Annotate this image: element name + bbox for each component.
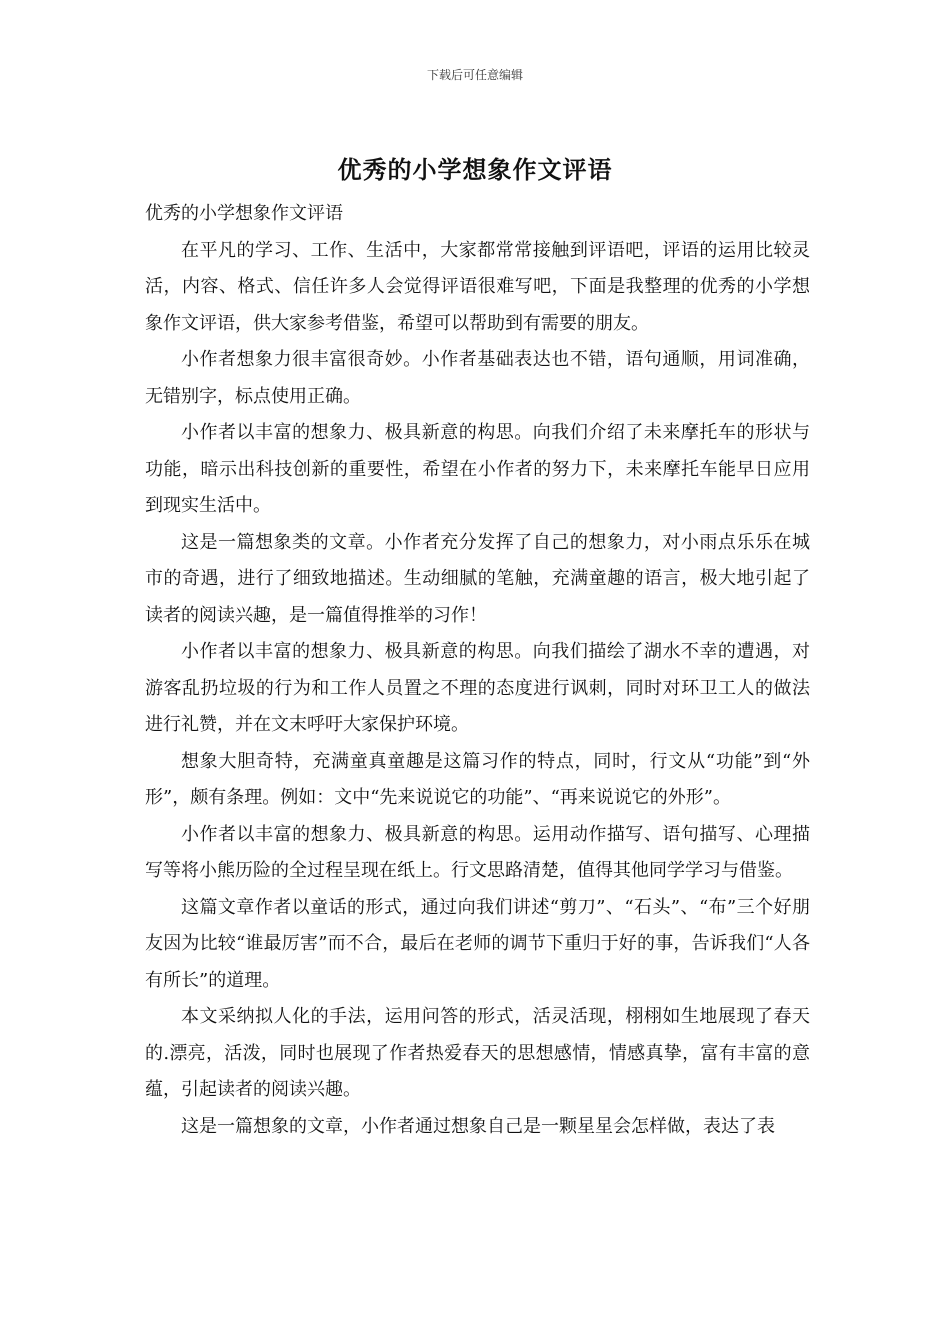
paragraph-comment: 小作者以丰富的想象力、极具新意的构思。向我们介绍了未来摩托车的形状与功能，暗示出科技创新的重要性，希望在小作者的努力下，未来摩托车能早日应用到现实生活中。 xyxy=(145,422,810,516)
paragraph-comment: 这篇文章作者以童话的形式，通过向我们讲述“剪刀”、“石头”、“布”三个好朋友因为比较“谁最厉害”而不合，最后在老师的调节下重归于好的事，告诉我们“人各有所长”的道理。 xyxy=(145,896,810,991)
paragraph-comment: 想象大胆奇特，充满童真童趣是这篇习作的特点，同时，行文从“功能”到“外形”，颇有条理。例如：文中“先来说说它的功能”、“再来说说它的外形”。 xyxy=(145,750,810,808)
document-body xyxy=(145,196,810,1145)
paragraph-comment: 这是一篇想象的文章，小作者通过想象自己是一颗星星会怎样做，表达了表 xyxy=(181,1115,775,1137)
paragraph-comment: 小作者以丰富的想象力、极具新意的构思。向我们描绘了湖水不幸的遭遇，对游客乱扔垃圾的行为和工作人员置之不理的态度进行讽刺，同时对环卫工人的做法进行礼赞，并在文末呼吁大家保护环境。 xyxy=(145,641,810,735)
paragraph-comment: 小作者想象力很丰富很奇妙。小作者基础表达也不错，语句通顺，用词准确，无错别字，标点使用正确。 xyxy=(145,349,810,407)
document-title: 优秀的小学想象作文评语 xyxy=(337,155,613,184)
paragraph-comment: 这是一篇想象类的文章。小作者充分发挥了自己的想象力，对小雨点乐乐在城市的奇遇，进行了细致地描述。生动细腻的笔触，充满童趣的语言，极大地引起了读者的阅读兴趣，是一篇值得推举的习作！ xyxy=(145,531,810,626)
paragraph-comment: 小作者以丰富的想象力、极具新意的构思。运用动作描写、语句描写、心理描写等将小熊历险的全过程呈现在纸上。行文思路清楚，值得其他同学学习与借鉴。 xyxy=(145,823,810,881)
paragraph-comment: 本文采纳拟人化的手法，运用问答的形式，活灵活现，栩栩如生地展现了春天的.漂亮，活泼，同时也展现了作者热爱春天的思想感情，情感真挚，富有丰富的意蕴，引起读者的阅读兴趣。 xyxy=(145,1006,810,1100)
paragraph-intro: 在平凡的学习、工作、生活中，大家都常常接触到评语吧，评语的运用比较灵活，内容、格式、信任许多人会觉得评语很难写吧，下面是我整理的优秀的小学想象作文评语，供大家参考借鉴，希望可以帮助到有需要的朋友。 xyxy=(145,239,810,334)
header-note: 下载后可任意编辑 xyxy=(426,68,523,82)
document-subtitle: 优秀的小学想象作文评语 xyxy=(145,203,343,224)
